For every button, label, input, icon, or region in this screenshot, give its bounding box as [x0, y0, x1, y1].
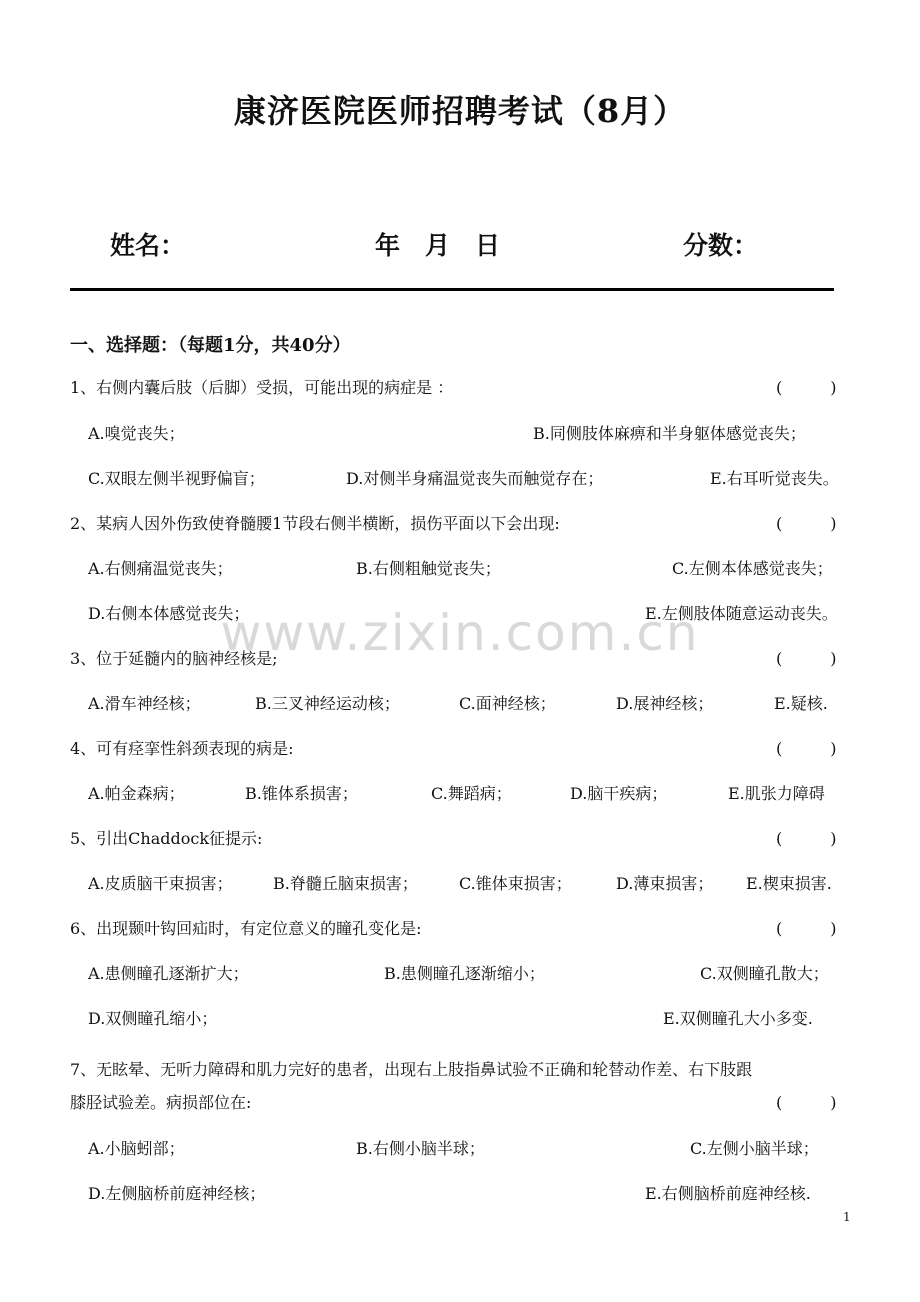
q1-option-b: B.同侧肢体麻痹和半身躯体感觉丧失；: [533, 424, 806, 443]
answer-blank-7: ( ): [776, 1093, 837, 1112]
q1-option-a: A.嗅觉丧失；: [88, 424, 185, 443]
answer-blank-6: ( ): [776, 919, 837, 938]
question-2: 2、某病人因外伤致使脊髓腰1节段右侧半横断，损伤平面以下会出现:: [70, 514, 560, 533]
q7-option-c: C.左侧小脑半球；: [690, 1139, 819, 1158]
q5-option-e: E.楔束损害.: [746, 874, 832, 893]
answer-blank-2: ( ): [776, 514, 837, 533]
q6-option-c: C.双侧瞳孔散大；: [700, 964, 829, 983]
section-heading: 一、选择题：（每题1分，共40分）: [70, 335, 351, 356]
date-label: 年 月 日: [375, 231, 501, 260]
q5-option-d: D.薄束损害；: [616, 874, 714, 893]
q3-option-b: B.三叉神经运动核；: [255, 694, 400, 713]
answer-blank-4: ( ): [776, 739, 837, 758]
q6-option-a: A.患侧瞳孔逐渐扩大；: [88, 964, 249, 983]
q4-option-c: C.舞蹈病；: [431, 784, 512, 803]
page-number: 1: [843, 1210, 851, 1224]
question-3: 3、位于延髓内的脑神经核是;: [70, 649, 278, 668]
answer-blank-1: ( ): [776, 378, 837, 397]
q2-option-c: C.左侧本体感觉丧失；: [672, 559, 833, 578]
answer-blank-5: ( ): [776, 829, 837, 848]
q5-option-b: B.脊髓丘脑束损害；: [273, 874, 418, 893]
q1-option-c: C.双眼左侧半视野偏盲；: [88, 469, 265, 488]
question-6: 6、出现颞叶钩回疝时，有定位意义的瞳孔变化是:: [70, 919, 422, 938]
watermark: www.zixin.com.cn: [220, 604, 700, 662]
q2-option-a: A.右侧痛温觉丧失；: [88, 559, 233, 578]
q4-option-e: E.肌张力障碍: [728, 784, 825, 803]
q2-option-d: D.右侧本体感觉丧失；: [88, 604, 250, 623]
score-label: 分数：: [683, 231, 759, 260]
question-7-continued: 膝胫试验差。病损部位在:: [70, 1093, 252, 1112]
q4-option-b: B.锥体系损害；: [245, 784, 358, 803]
q4-option-a: A.帕金森病；: [88, 784, 185, 803]
q3-option-c: C.面神经核；: [459, 694, 556, 713]
question-4: 4、可有痉挛性斜颈表现的病是:: [70, 739, 294, 758]
name-label: 姓名：: [110, 231, 186, 260]
question-1: 1、右侧内囊后肢（后脚）受损，可能出现的病症是 ：: [70, 378, 454, 397]
q3-option-d: D.展神经核；: [616, 694, 714, 713]
q7-option-e: E.右侧脑桥前庭神经核.: [645, 1184, 811, 1203]
q6-option-e: E.双侧瞳孔大小多变.: [663, 1009, 813, 1028]
question-5: 5、引出Chaddock征提示:: [70, 829, 263, 848]
q1-option-d: D.对侧半身痛温觉丧失而触觉存在；: [346, 469, 604, 488]
q3-option-a: A.滑车神经核；: [88, 694, 201, 713]
q5-option-a: A.皮质脑干束损害；: [88, 874, 233, 893]
q7-option-b: B.右侧小脑半球；: [356, 1139, 485, 1158]
q6-option-b: B.患侧瞳孔逐渐缩小；: [384, 964, 545, 983]
question-7: 7、无眩晕、无听力障碍和肌力完好的患者，出现右上肢指鼻试验不正确和轮替动作差、右下肢跟: [70, 1060, 753, 1079]
exam-title: 康济医院医师招聘考试（8月）: [233, 92, 687, 130]
q4-option-d: D.脑干疾病；: [570, 784, 668, 803]
q6-option-d: D.双侧瞳孔缩小；: [88, 1009, 218, 1028]
q2-option-e: E.左侧肢体随意运动丧失。: [645, 604, 838, 623]
answer-blank-3: ( ): [776, 649, 837, 668]
q2-option-b: B.右侧粗触觉丧失；: [356, 559, 501, 578]
q7-option-a: A.小脑蚓部；: [88, 1139, 185, 1158]
header-divider: [70, 288, 834, 291]
q1-option-e: E.右耳听觉丧失。: [710, 469, 839, 488]
q3-option-e: E.疑核.: [774, 694, 828, 713]
q5-option-c: C.锥体束损害；: [459, 874, 572, 893]
q7-option-d: D.左侧脑桥前庭神经核；: [88, 1184, 266, 1203]
